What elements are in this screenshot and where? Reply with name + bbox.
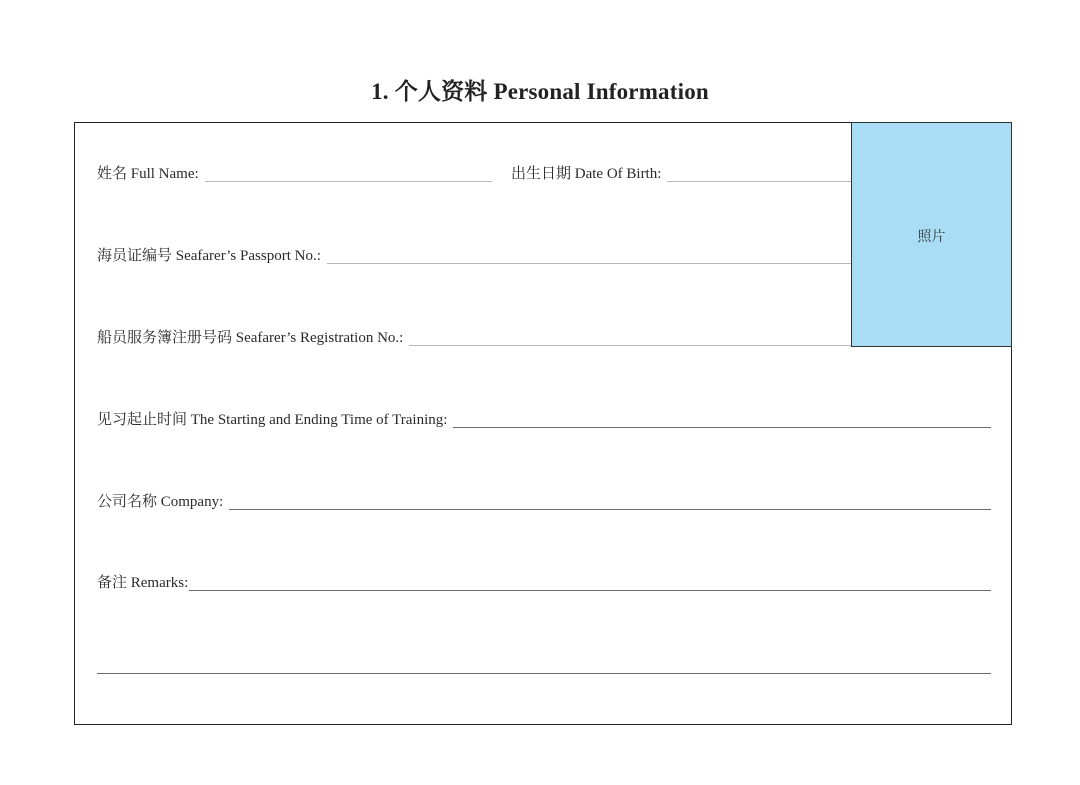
full-name-field: [97, 163, 492, 183]
remarks-line: [189, 590, 991, 591]
remarks-field: [97, 572, 991, 592]
remarks-label: 备注 Remarks:: [97, 575, 189, 591]
passport-no-field: [97, 245, 851, 265]
full-name-line: [205, 181, 492, 182]
passport-no-line: [327, 263, 851, 264]
photo-box: [851, 122, 1012, 347]
registration-no-line: [409, 345, 851, 346]
passport-no-label: 海员证编号 Seafarer’s Passport No.:: [97, 248, 321, 264]
registration-no-label: 船员服务簿注册号码 Seafarer’s Registration No.:: [97, 330, 404, 346]
company-line: [229, 509, 991, 510]
date-of-birth-label: 出生日期 Date Of Birth:: [511, 166, 662, 182]
training-time-field: [97, 409, 991, 429]
photo-label: 照片: [917, 230, 946, 245]
training-time-line: [453, 427, 991, 428]
training-time-label: 见习起止时间 The Starting and Ending Time of Training:: [97, 412, 448, 428]
registration-no-field: [97, 327, 851, 347]
date-of-birth-field: [511, 163, 851, 183]
company-field: [97, 491, 991, 511]
page-title: 1. 个人资料 Personal Information: [371, 79, 709, 104]
remarks-extra-line: [97, 673, 991, 674]
full-name-label: 姓名 Full Name:: [97, 166, 199, 182]
date-of-birth-line: [667, 181, 851, 182]
company-label: 公司名称 Company:: [97, 494, 224, 510]
